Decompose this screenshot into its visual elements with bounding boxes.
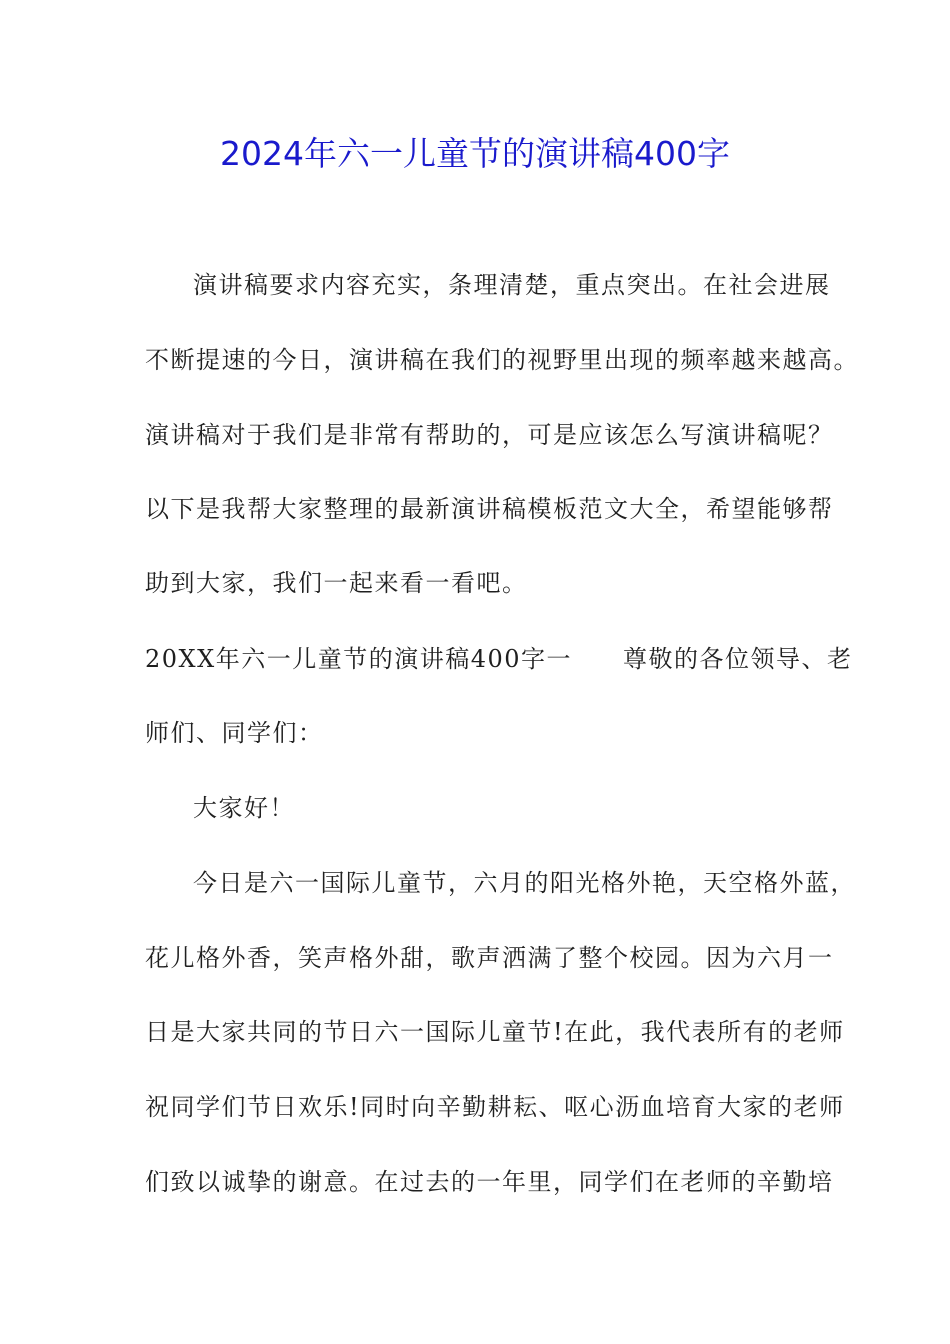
paragraph-line: 助到大家，我们一起来看一看吧。 bbox=[145, 569, 528, 597]
greeting-line: 大家好！ bbox=[193, 794, 295, 822]
paragraph-line: 演讲稿要求内容充实，条理清楚，重点突出。在社会进展 bbox=[193, 271, 831, 299]
paragraph-line: 日是大家共同的节日六一国际儿童节!在此，我代表所有的老师 bbox=[145, 1018, 845, 1046]
paragraph-line: 以下是我帮大家整理的最新演讲稿模板范文大全，希望能够帮 bbox=[145, 495, 834, 523]
paragraph-line: 们致以诚挚的谢意。在过去的一年里，同学们在老师的辛勤培 bbox=[145, 1168, 834, 1196]
paragraph-line: 今日是六一国际儿童节，六月的阳光格外艳，天空格外蓝， bbox=[193, 869, 856, 897]
document-title: 2024年六一儿童节的演讲稿400字 bbox=[220, 134, 730, 173]
paragraph-line: 师们、同学们： bbox=[145, 719, 324, 747]
paragraph-line: 20XX年六一儿童节的演讲稿400字一 尊敬的各位领导、老 bbox=[145, 645, 853, 673]
paragraph-line: 不断提速的今日，演讲稿在我们的视野里出现的频率越来越高。 bbox=[145, 346, 859, 374]
paragraph-line: 祝同学们节日欢乐!同时向辛勤耕耘、呕心沥血培育大家的老师 bbox=[145, 1093, 845, 1121]
paragraph-line: 花儿格外香，笑声格外甜，歌声洒满了整个校园。因为六月一 bbox=[145, 944, 834, 972]
paragraph-line: 演讲稿对于我们是非常有帮助的，可是应该怎么写演讲稿呢？ bbox=[145, 421, 834, 449]
